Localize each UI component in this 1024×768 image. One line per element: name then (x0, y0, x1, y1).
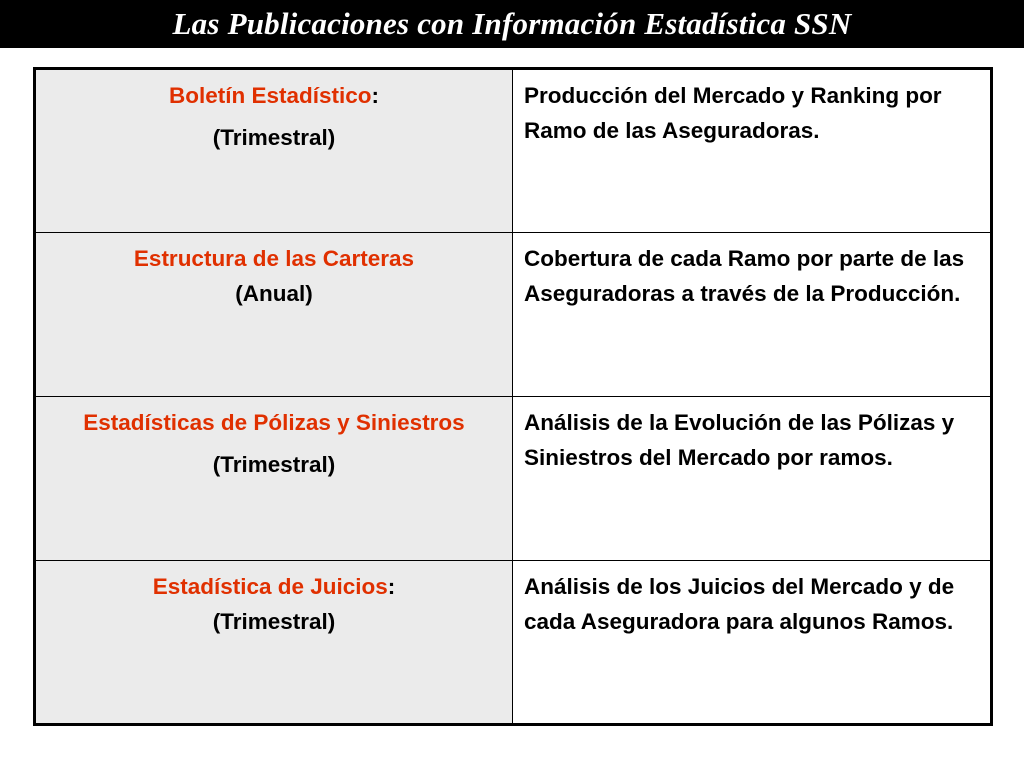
table-row (35, 69, 992, 233)
slide-title: Las Publicaciones con Información Estadística SSN (172, 6, 852, 41)
publication-name-suffix: : (371, 83, 380, 108)
publication-name-suffix: : (387, 574, 396, 599)
publication-description: Producción del Mercado y Ranking por Ramo de las Aseguradoras. (513, 69, 992, 233)
publication-name: Estructura de las Carteras (133, 246, 415, 271)
publication-frequency: (Trimestral) (212, 125, 336, 150)
publication-description: Cobertura de cada Ramo por parte de las Aseguradoras a través de la Producción. (513, 233, 992, 397)
publication-frequency: (Anual) (235, 281, 313, 306)
publication-cell (35, 561, 513, 725)
publication-name: Estadística de Juicios (152, 574, 388, 599)
publication-name: Estadísticas de Pólizas y Siniestros (83, 410, 465, 435)
publication-description: Análisis de la Evolución de las Pólizas y Siniestros del Mercado por ramos. (513, 397, 992, 561)
title-bar (0, 0, 1024, 48)
publication-cell (35, 233, 513, 397)
publication-description: Análisis de los Juicios del Mercado y de cada Aseguradora para algunos Ramos. (513, 561, 992, 725)
publication-frequency: (Trimestral) (212, 452, 336, 477)
table-row (35, 233, 992, 397)
publication-cell (35, 69, 513, 233)
publications-table (33, 67, 993, 726)
publication-frequency: (Trimestral) (212, 609, 336, 634)
publication-cell (35, 397, 513, 561)
publication-name: Boletín Estadístico (168, 83, 372, 108)
table-row (35, 561, 992, 725)
table-row (35, 397, 992, 561)
